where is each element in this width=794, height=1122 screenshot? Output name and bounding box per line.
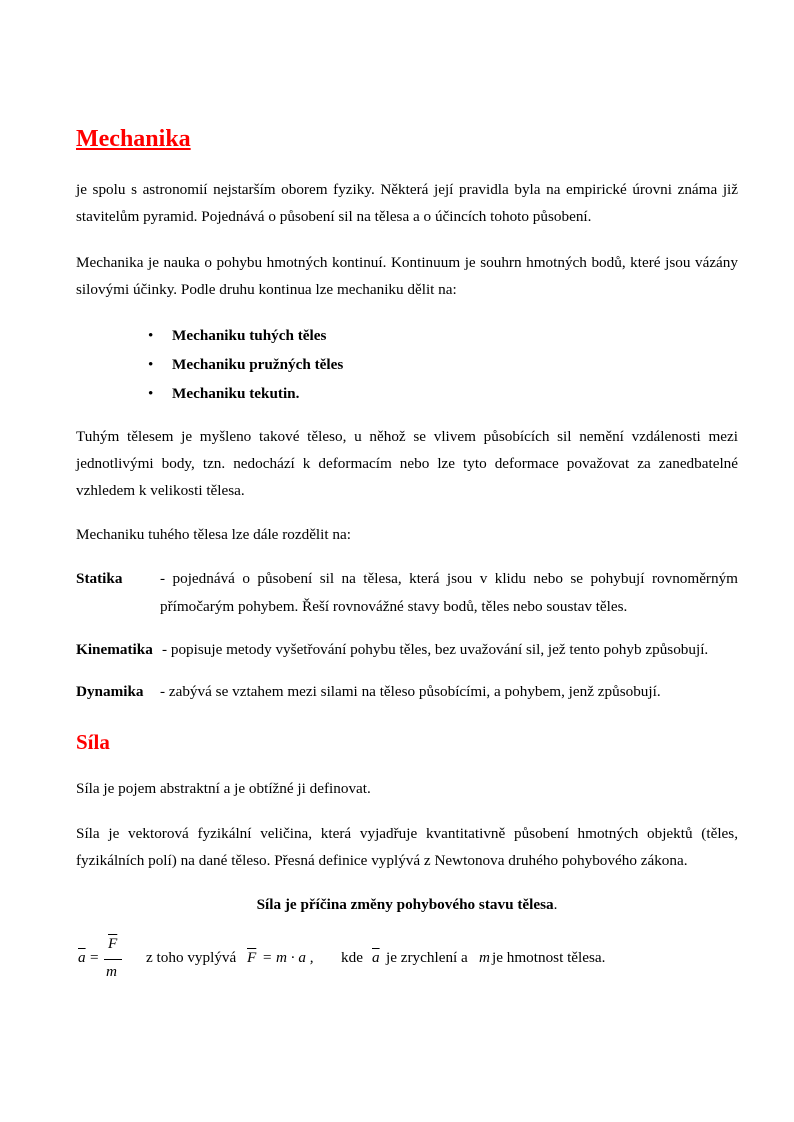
newton-formula xyxy=(76,935,738,985)
list-item: • Mechaniku tuhých těles xyxy=(148,321,343,350)
formula-text: kde xyxy=(341,949,363,966)
definition-statika xyxy=(76,565,738,621)
paragraph-force-abstract: Síla je pojem abstraktní a je obtížné ji definovat. xyxy=(76,780,371,797)
mechanics-types-list xyxy=(148,321,343,408)
definition-term: Statika xyxy=(76,570,123,587)
formula-rhs: = m · a , xyxy=(262,949,314,966)
definition-desc: - popisuje metody vyšetřování pohybu těles, bez uvažování sil, jež tento pohyb způsobují. xyxy=(162,641,709,658)
list-item: • Mechaniku tekutin. xyxy=(148,379,343,408)
formula-text: je zrychlení a xyxy=(386,949,468,966)
force-symbol: $\overline{F}$ xyxy=(247,949,257,966)
force-statement: Síla je příčina změny pohybového stavu tělesa. xyxy=(256,896,558,913)
definition-term: Dynamika xyxy=(76,683,144,700)
paragraph-intro: je spolu s astronomií nejstarším oborem fyziky. Některá její pravidla byla na empirické úrovni známa již stavitelům pyramid. Pojednává o působení sil na tělesa a o účincích tohoto působení. xyxy=(76,181,738,225)
list-item: • Mechaniku pružných těles xyxy=(148,350,343,379)
paragraph-force-definition: Síla je vektorová fyzikální veličina, která vyjadřuje kvantitativně působení hmotných objektů (těles, fyzikálních polí) na dané těleso. Přesná definice vyplývá z Newtonova druhého pohybového zákona. xyxy=(76,825,738,869)
acceleration-symbol: $\overline{a}$ xyxy=(78,949,86,966)
fraction-bar xyxy=(104,959,122,960)
fraction-numerator: $\overline{F}$ xyxy=(108,935,118,952)
acceleration-symbol: $\overline{a}$ xyxy=(372,949,380,966)
equals-sign: = xyxy=(90,949,99,966)
definition-desc: - pojednává o působení sil na tělesa, která jsou v klidu nebo se pohybují rovnoměrným přímočarým pohybem. Řeší rovnovážné stavy bodů, těles nebo soustav těles. xyxy=(160,570,738,615)
bullet-icon: • xyxy=(148,385,154,402)
fraction-denominator: m xyxy=(106,963,117,980)
definition-desc: - zabývá se vztahem mezi silami na těleso působícími, a pohybem, jenž způsobují. xyxy=(160,683,661,700)
paragraph-continuum: Mechanika je nauka o pohybu hmotných kontinuí. Kontinuum je souhrn hmotných bodů, které jsou vázány silovými účinky. Podle druhu kontinua lze mechaniku dělit na: xyxy=(76,254,738,298)
mass-symbol: m xyxy=(479,949,490,966)
formula-text: je hmotnost tělesa. xyxy=(492,949,606,966)
heading-mechanika: Mechanika xyxy=(76,126,191,152)
definition-term: Kinematika xyxy=(76,641,153,658)
heading-sila: Síla xyxy=(76,730,110,754)
bullet-icon: • xyxy=(148,327,154,344)
paragraph-subdivision: Mechaniku tuhého tělesa lze dále rozdělit na: xyxy=(76,526,351,543)
definition-dynamika xyxy=(76,678,738,706)
formula-text: z toho vyplývá xyxy=(146,949,237,966)
bullet-icon: • xyxy=(148,356,154,373)
definition-kinematika xyxy=(76,636,738,664)
paragraph-rigid-body: Tuhým tělesem je myšleno takové těleso, u něhož se vlivem působících sil nemění vzdálenosti mezi jednotlivými body, tzn. nedochází k deformacím nebo lze tyto deformace považovat za zanedbatelné vzhledem k velikosti tělesa. xyxy=(76,428,738,499)
